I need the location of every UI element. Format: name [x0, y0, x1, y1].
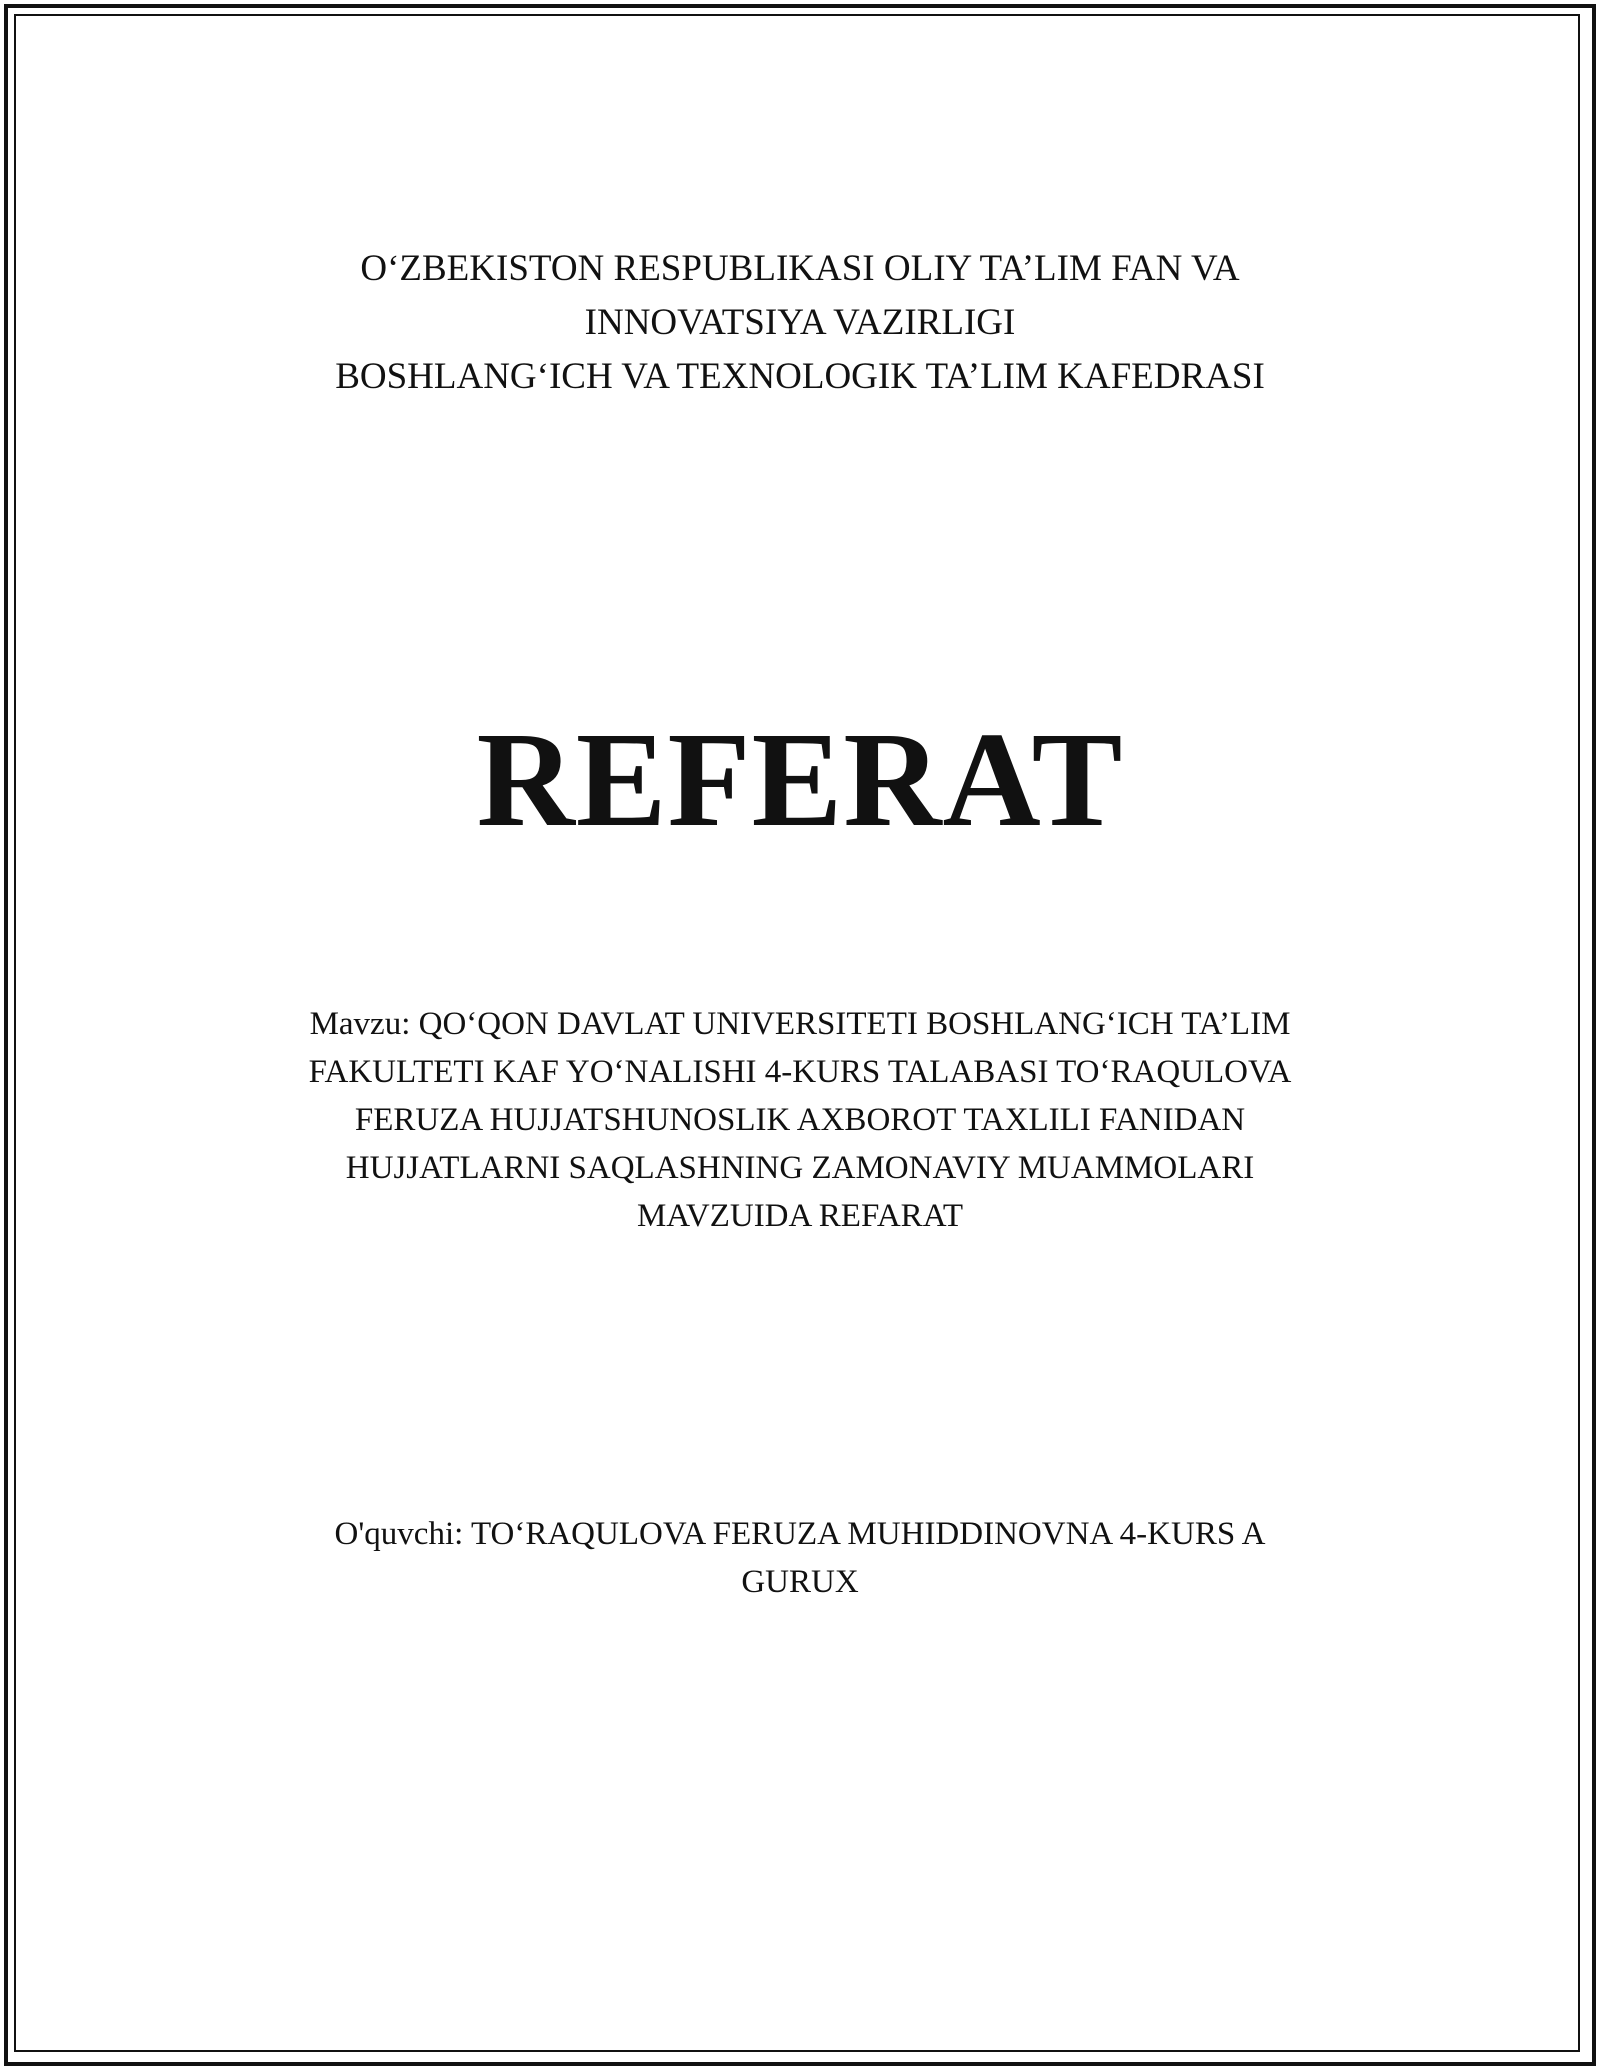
topic-block [0, 1000, 1600, 1240]
student-line: GURUX [741, 1564, 859, 1600]
topic-line: MAVZUIDA REFARAT [636, 1198, 964, 1234]
topic-line: FERUZA HUJJATSHUNOSLIK AXBOROT TAXLILI FANIDAN [354, 1102, 1246, 1138]
header-line: INNOVATSIYA VAZIRLIGI [584, 302, 1016, 343]
ministry-header [0, 242, 1600, 404]
topic-line: FAKULTETI KAF YO‘NALISHI 4-KURS TALABASI TO‘RAQULOVA [308, 1054, 1292, 1090]
student-line: O'quvchi: TO‘RAQULOVA FERUZA MUHIDDINOVNA 4-KURS A [334, 1516, 1266, 1552]
document-title: REFERAT [476, 705, 1124, 855]
topic-line: HUJJATLARNI SAQLASHNING ZAMONAVIY MUAMMOLARI [345, 1150, 1255, 1186]
header-line: BOSHLANG‘ICH VA TEXNOLOGIK TA’LIM KAFEDRASI [335, 356, 1265, 397]
student-block [0, 1510, 1600, 1606]
topic-line: Mavzu: QO‘QON DAVLAT UNIVERSITETI BOSHLANG‘ICH TA’LIM [309, 1006, 1291, 1042]
header-line: O‘ZBEKISTON RESPUBLIKASI OLIY TA’LIM FAN VA [360, 248, 1240, 289]
